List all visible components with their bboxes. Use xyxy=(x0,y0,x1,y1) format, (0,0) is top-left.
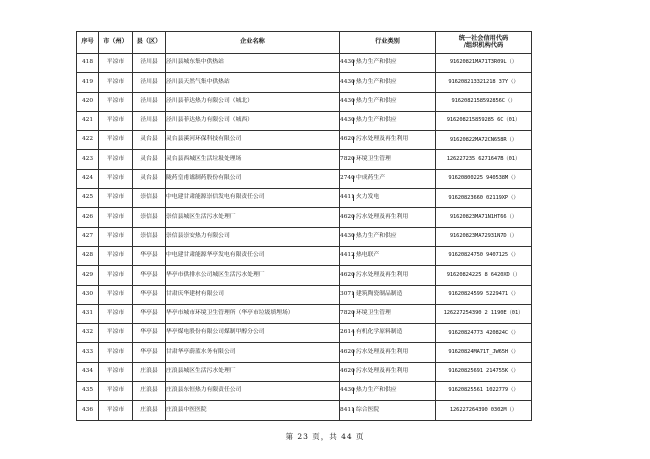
cell-company: 泾川县菲达热力有限公司（城西） xyxy=(166,111,340,130)
cell-industry xyxy=(340,362,436,381)
industry-name: 热力生产和供应 xyxy=(356,117,397,124)
industry-code: 7820 xyxy=(340,310,355,317)
table-row xyxy=(77,343,532,362)
cell-seq: 418 xyxy=(77,54,99,73)
cell-credit-code: 9162082158592856C（） xyxy=(436,92,532,111)
cell-credit-code: 126227254390 2 1190E（01） xyxy=(436,304,532,323)
header-credit-code xyxy=(436,32,532,54)
cell-credit-code: 126227264390 0302M（） xyxy=(436,401,532,420)
industry-code: 4430 xyxy=(340,387,355,394)
table-row xyxy=(77,324,532,343)
cell-county: 泾川县 xyxy=(133,54,166,73)
cell-industry xyxy=(340,150,436,169)
industry-code: 3071 xyxy=(340,290,355,297)
cell-city: 平凉市 xyxy=(99,73,133,92)
cell-credit-code: 916208215859285 6C（01） xyxy=(436,111,532,130)
cell-industry xyxy=(340,111,436,130)
cell-county: 华亭县 xyxy=(133,343,166,362)
cell-company: 庄浪县中医医院 xyxy=(166,401,340,420)
industry-name: 污水处理及再生利用 xyxy=(356,136,409,143)
table-row xyxy=(77,266,532,285)
table-row xyxy=(77,150,532,169)
cell-company: 华亭市城市环境卫生管理所（华亭市垃圾填埋场） xyxy=(166,304,340,323)
cell-county: 崇信县 xyxy=(133,189,166,208)
cell-seq: 433 xyxy=(77,343,99,362)
cell-county: 庄浪县 xyxy=(133,401,166,420)
cell-city: 平凉市 xyxy=(99,304,133,323)
cell-industry xyxy=(340,401,436,420)
header-city: 市（州） xyxy=(99,32,133,54)
cell-industry xyxy=(340,227,436,246)
cell-industry xyxy=(340,92,436,111)
cell-seq: 421 xyxy=(77,111,99,130)
industry-name: 热电联产 xyxy=(356,252,380,259)
header-industry: 行业类别 xyxy=(340,32,436,54)
cell-company: 崇信县城区生活污水处理厂 xyxy=(166,208,340,227)
industry-name: 污水处理及再生利用 xyxy=(356,213,409,220)
cell-city: 平凉市 xyxy=(99,324,133,343)
cell-industry xyxy=(340,169,436,188)
cell-credit-code: 91620824750 9407125（） xyxy=(436,246,532,265)
cell-industry xyxy=(340,73,436,92)
header-county: 县（区） xyxy=(133,32,166,54)
table-row xyxy=(77,131,532,150)
cell-seq: 432 xyxy=(77,324,99,343)
cell-industry xyxy=(340,343,436,362)
cell-seq: 419 xyxy=(77,73,99,92)
industry-code: 4430 xyxy=(340,232,355,239)
table-row xyxy=(77,304,532,323)
cell-county: 灵台县 xyxy=(133,169,166,188)
table-row xyxy=(77,382,532,401)
industry-name: 火力发电 xyxy=(356,194,380,201)
cell-credit-code: 91620823MA72931N7D（） xyxy=(436,227,532,246)
cell-industry xyxy=(340,208,436,227)
cell-county: 泾川县 xyxy=(133,92,166,111)
cell-city: 平凉市 xyxy=(99,208,133,227)
page-number: 第 23 页，共 44 页 xyxy=(285,432,365,441)
industry-code: 2614 xyxy=(340,329,355,336)
cell-credit-code: 126227235 6271647B（01） xyxy=(436,150,532,169)
cell-county: 灵台县 xyxy=(133,131,166,150)
industry-name: 中成药生产 xyxy=(356,175,385,182)
cell-industry xyxy=(340,304,436,323)
cell-city: 平凉市 xyxy=(99,92,133,111)
cell-county: 泾川县 xyxy=(133,111,166,130)
cell-city: 平凉市 xyxy=(99,150,133,169)
cell-company: 庄浪县城区生活污水处理厂 xyxy=(166,362,340,381)
cell-city: 平凉市 xyxy=(99,189,133,208)
header-company: 企业名称 xyxy=(166,32,340,54)
cell-credit-code: 91620823660 02119XP（） xyxy=(436,189,532,208)
industry-name: 建筑陶瓷制品制造 xyxy=(356,290,403,297)
table-row xyxy=(77,208,532,227)
cell-company: 泾川县城东集中供热站 xyxy=(166,54,340,73)
cell-company: 甘肃华亭蔚蓝水务有限公司 xyxy=(166,343,340,362)
cell-credit-code: 91620825561 1022779（） xyxy=(436,382,532,401)
industry-code: 7820 xyxy=(340,155,355,162)
cell-city: 平凉市 xyxy=(99,111,133,130)
industry-code: 4620 xyxy=(340,213,355,220)
cell-county: 灵台县 xyxy=(133,150,166,169)
industry-name: 热力生产和供应 xyxy=(356,97,397,104)
industry-code: 4430 xyxy=(340,97,355,104)
cell-credit-code: 91620824599 5229471（） xyxy=(436,285,532,304)
table-row xyxy=(77,285,532,304)
header-credit-line2: /组织机构代码 xyxy=(463,41,504,49)
industry-name: 热力生产和供应 xyxy=(356,387,397,394)
cell-industry xyxy=(340,246,436,265)
cell-industry xyxy=(340,131,436,150)
cell-industry xyxy=(340,382,436,401)
cell-credit-code: 91620824MA71T_JW65H（） xyxy=(436,343,532,362)
cell-city: 平凉市 xyxy=(99,285,133,304)
industry-code: 4620 xyxy=(340,136,355,143)
cell-seq: 424 xyxy=(77,169,99,188)
industry-code: 4430 xyxy=(340,59,355,66)
industry-name: 污水处理及再生利用 xyxy=(356,368,409,374)
cell-county: 华亭县 xyxy=(133,304,166,323)
table-row xyxy=(77,169,532,188)
industry-code: 4430 xyxy=(340,117,355,124)
cell-seq: 435 xyxy=(77,382,99,401)
cell-company: 甘肃庆华建材有限公司 xyxy=(166,285,340,304)
table-row xyxy=(77,401,532,420)
industry-name: 环境卫生管理 xyxy=(356,310,391,317)
cell-county: 华亭县 xyxy=(133,246,166,265)
table-row xyxy=(77,111,532,130)
table-row xyxy=(77,246,532,265)
industry-code: 2740 xyxy=(340,175,355,182)
cell-company: 灵台县西城区生活垃圾处理场 xyxy=(166,150,340,169)
cell-city: 平凉市 xyxy=(99,343,133,362)
industry-name: 热力生产和供应 xyxy=(356,78,397,85)
cell-seq: 430 xyxy=(77,285,99,304)
cell-credit-code: 91620800225 940538M（） xyxy=(436,169,532,188)
cell-credit-code: 91620824225 8 6420XD（） xyxy=(436,266,532,285)
cell-company: 华亭市供排水公司城区生活污水处理厂 xyxy=(166,266,340,285)
cell-county: 泾川县 xyxy=(133,73,166,92)
industry-code: 4620 xyxy=(340,368,355,374)
cell-seq: 431 xyxy=(77,304,99,323)
cell-city: 平凉市 xyxy=(99,362,133,381)
cell-credit-code: 91620824773 420824C（） xyxy=(436,324,532,343)
cell-industry xyxy=(340,285,436,304)
table-row xyxy=(77,54,532,73)
cell-industry xyxy=(340,324,436,343)
cell-city: 平凉市 xyxy=(99,54,133,73)
cell-company: 华亭煤电股份有限公司煤制甲醇分公司 xyxy=(166,324,340,343)
industry-name: 污水处理及再生利用 xyxy=(356,348,409,355)
enterprise-table xyxy=(76,31,532,421)
table-header-row xyxy=(77,32,532,54)
cell-seq: 420 xyxy=(77,92,99,111)
industry-code: 4411 xyxy=(340,194,355,201)
cell-county: 庄浪县 xyxy=(133,382,166,401)
cell-seq: 426 xyxy=(77,208,99,227)
cell-company: 庄浪县东恒热力有限责任公司 xyxy=(166,382,340,401)
industry-code: 4412 xyxy=(340,252,355,259)
cell-seq: 434 xyxy=(77,362,99,381)
cell-credit-code: 91620823MA71N1HT66（） xyxy=(436,208,532,227)
header-credit-line1: 统一社会信用代码 xyxy=(458,35,509,43)
cell-credit-code: 91620821MA71T3R09L（） xyxy=(436,54,532,73)
cell-city: 平凉市 xyxy=(99,246,133,265)
cell-seq: 429 xyxy=(77,266,99,285)
cell-county: 庄浪县 xyxy=(133,362,166,381)
industry-name: 综合医院 xyxy=(356,406,380,413)
industry-name: 有机化学原料制造 xyxy=(356,329,403,336)
table-row xyxy=(77,189,532,208)
industry-code: 8411 xyxy=(340,406,355,413)
industry-name: 热力生产和供应 xyxy=(356,232,397,239)
industry-name: 污水处理及再生利用 xyxy=(356,271,409,278)
cell-company: 中电建甘肃能源华亭发电有限责任公司 xyxy=(166,246,340,265)
cell-company: 灵台县溪河环保科技有限公司 xyxy=(166,131,340,150)
cell-city: 平凉市 xyxy=(99,382,133,401)
cell-city: 平凉市 xyxy=(99,266,133,285)
cell-city: 平凉市 xyxy=(99,169,133,188)
table-body xyxy=(77,54,532,421)
cell-seq: 425 xyxy=(77,189,99,208)
table-row xyxy=(77,92,532,111)
cell-company: 泾川县菲达热力有限公司（城北） xyxy=(166,92,340,111)
cell-seq: 427 xyxy=(77,227,99,246)
cell-county: 华亭县 xyxy=(133,285,166,304)
cell-credit-code: 91620825691 214755K（） xyxy=(436,362,532,381)
cell-city: 平凉市 xyxy=(99,227,133,246)
industry-code: 4620 xyxy=(340,348,355,355)
cell-industry xyxy=(340,189,436,208)
cell-city: 平凉市 xyxy=(99,401,133,420)
cell-seq: 436 xyxy=(77,401,99,420)
cell-industry xyxy=(340,54,436,73)
industry-name: 环境卫生管理 xyxy=(356,155,391,162)
cell-county: 崇信县 xyxy=(133,208,166,227)
cell-credit-code: 916208213321218 37Y（） xyxy=(436,73,532,92)
cell-county: 华亭县 xyxy=(133,266,166,285)
cell-seq: 422 xyxy=(77,131,99,150)
cell-company: 陇药皇甫谧制药股份有限公司 xyxy=(166,169,340,188)
cell-seq: 423 xyxy=(77,150,99,169)
cell-county: 崇信县 xyxy=(133,227,166,246)
cell-company: 中电建甘肃能源崇信发电有限责任公司 xyxy=(166,189,340,208)
industry-code: 4620 xyxy=(340,271,355,278)
cell-credit-code: 91620822MA72CN658R（） xyxy=(436,131,532,150)
table-row xyxy=(77,73,532,92)
cell-county: 华亭县 xyxy=(133,324,166,343)
industry-name: 热力生产和供应 xyxy=(356,59,397,66)
table-row xyxy=(77,227,532,246)
cell-company: 崇信县崇安热力有限公司 xyxy=(166,227,340,246)
cell-industry xyxy=(340,266,436,285)
industry-code: 4430 xyxy=(340,78,355,85)
cell-city: 平凉市 xyxy=(99,131,133,150)
cell-company: 泾川县天然气集中供热站 xyxy=(166,73,340,92)
header-seq: 序号 xyxy=(77,32,99,54)
cell-seq: 428 xyxy=(77,246,99,265)
table-row xyxy=(77,362,532,381)
